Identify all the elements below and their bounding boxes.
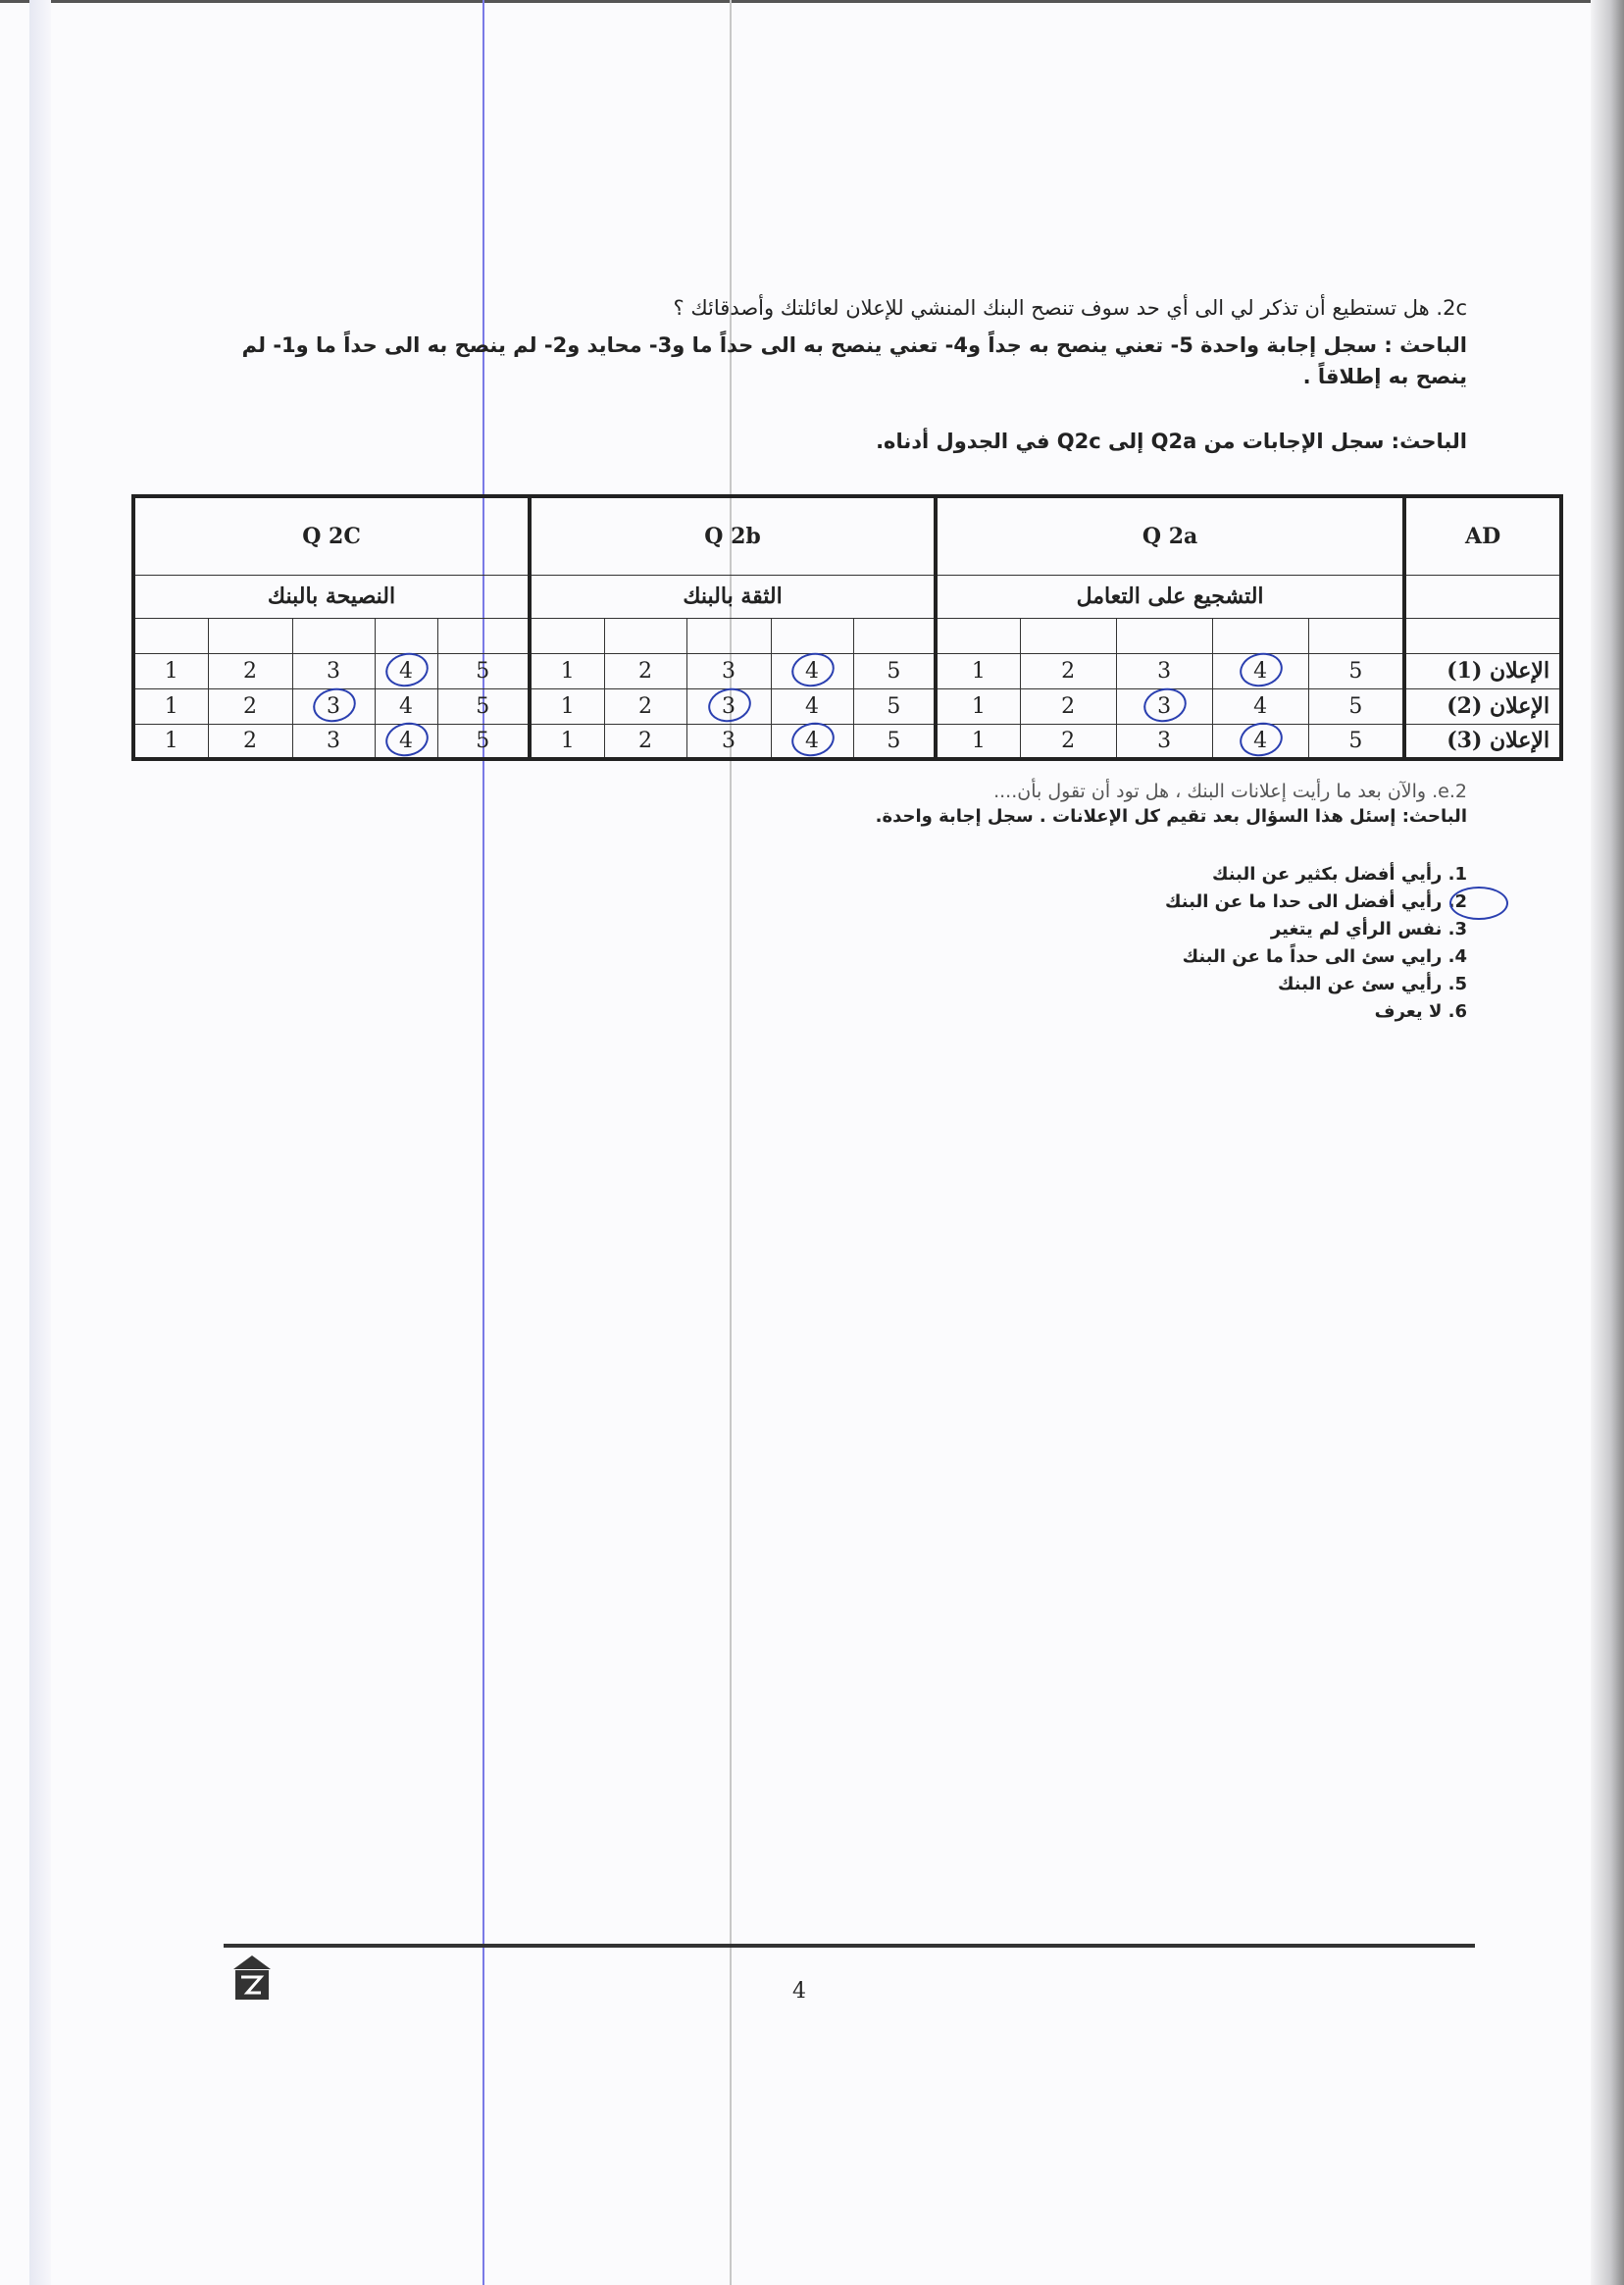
blank-cell: [1308, 618, 1404, 653]
group-label-q2c: النصيحة بالبنك: [133, 575, 530, 618]
group-label-q2b: الثقة بالبنك: [530, 575, 936, 618]
scale-cell[interactable]: 2: [208, 724, 292, 759]
pen-circle: 4: [399, 728, 413, 753]
ad-subheader-cell: [1404, 575, 1561, 618]
scale-cell-circled[interactable]: [771, 724, 853, 759]
response-table: [131, 494, 1563, 761]
question-2c-text: 2c. هل تستطيع أن تذكر لي الى أي حد سوف تنصح البنك المنشي للإعلان لعائلتك وأصدقائك ؟: [673, 296, 1467, 320]
answer-option[interactable]: 6. لا يعرف: [1374, 1001, 1467, 1022]
group-header-q2a: Q 2a: [936, 496, 1404, 575]
blank-cell: [1116, 618, 1212, 653]
scale-cell[interactable]: 4: [375, 688, 437, 724]
group-header-q2c: Q 2C: [133, 496, 530, 575]
answer-option[interactable]: 4. رايي سئ الى حداً ما عن البنك: [1182, 946, 1467, 967]
scale-cell[interactable]: 5: [853, 653, 936, 688]
scale-cell[interactable]: 3: [686, 653, 771, 688]
scale-cell[interactable]: 5: [437, 688, 530, 724]
table-instruction: الباحث: سجل الإجابات من Q2a إلى Q2c في الجدول أدناه.: [876, 430, 1467, 453]
scale-cell-circled[interactable]: [1212, 653, 1308, 688]
pen-circle: 3: [327, 693, 340, 719]
blank-cell: [604, 618, 686, 653]
answer-option[interactable]: 3. نفس الرأي لم يتغير: [1270, 919, 1467, 939]
scale-cell-circled[interactable]: [1116, 688, 1212, 724]
scale-cell[interactable]: 2: [1020, 724, 1116, 759]
scale-cell[interactable]: 1: [936, 724, 1020, 759]
pen-circle: 3: [722, 693, 736, 719]
ad-row-label: الإعلان (2): [1404, 688, 1561, 724]
blank-cell: [208, 618, 292, 653]
scale-cell[interactable]: 2: [604, 688, 686, 724]
scale-cell[interactable]: 5: [437, 724, 530, 759]
scale-cell[interactable]: 1: [936, 653, 1020, 688]
scale-cell[interactable]: 1: [133, 653, 208, 688]
scan-left-margin: [29, 0, 51, 2285]
ad-header: AD: [1404, 496, 1561, 575]
pen-circle-selected-option: [1449, 887, 1508, 920]
scale-cell[interactable]: 2: [208, 653, 292, 688]
scale-cell-circled[interactable]: [292, 688, 375, 724]
scale-cell[interactable]: 5: [853, 724, 936, 759]
scale-cell[interactable]: 1: [133, 688, 208, 724]
ad-row-label: الإعلان (3): [1404, 724, 1561, 759]
scale-cell[interactable]: 1: [936, 688, 1020, 724]
group-label-q2a: التشجيع على التعامل: [936, 575, 1404, 618]
ad-row-label: الإعلان (1): [1404, 653, 1561, 688]
scale-cell[interactable]: 1: [530, 688, 604, 724]
pen-circle: 4: [805, 658, 820, 684]
scale-cell-circled[interactable]: [771, 653, 853, 688]
pen-circle: 4: [1253, 658, 1268, 684]
blank-cell: [686, 618, 771, 653]
scale-cell[interactable]: 3: [686, 724, 771, 759]
scale-cell[interactable]: 5: [1308, 688, 1404, 724]
scale-cell[interactable]: 2: [1020, 688, 1116, 724]
answer-option-selected[interactable]: 2. رأيي أفضل الى حدا ما عن البنك: [1165, 891, 1467, 912]
scale-cell[interactable]: 5: [1308, 653, 1404, 688]
blank-cell: [530, 618, 604, 653]
page-number: 4: [792, 1979, 806, 2004]
scale-cell-circled[interactable]: [686, 688, 771, 724]
scale-cell[interactable]: 4: [771, 688, 853, 724]
question-2c-instruction: الباحث : سجل إجابة واحدة 5- تعني ينصح به جداً و4- تعني ينصح به الى حداً ما و3- محايد و2- لم ينصح به الى حداً ما و1- لم ينصح به إطلاقاً .: [241, 333, 1467, 388]
scale-cell-circled[interactable]: [375, 653, 437, 688]
page-top-edge: [0, 0, 1624, 3]
pen-circle: 3: [1157, 693, 1172, 719]
blank-cell: [292, 618, 375, 653]
pen-circle: 4: [1253, 728, 1268, 753]
blank-cell: [375, 618, 437, 653]
question-2e-text: 2.e. والآن بعد ما رأيت إعلانات البنك ، هل تود أن تقول بأن....: [993, 781, 1467, 802]
scale-cell[interactable]: 5: [1308, 724, 1404, 759]
answer-options: [879, 861, 1467, 1026]
blank-cell: [1212, 618, 1308, 653]
blank-cell: [133, 618, 208, 653]
scale-cell[interactable]: 1: [530, 653, 604, 688]
pen-circle: 4: [399, 658, 413, 684]
company-logo-icon: [231, 1954, 273, 2003]
footer-rule: [224, 1944, 1475, 1948]
answer-option[interactable]: 5. رأيي سئ عن البنك: [1277, 974, 1467, 994]
scale-cell[interactable]: 5: [853, 688, 936, 724]
scale-cell[interactable]: 2: [208, 688, 292, 724]
question-2e-instruction: الباحث: إسئل هذا السؤال بعد تقيم كل الإعلانات . سجل إجابة واحدة.: [875, 806, 1467, 827]
blank-cell: [853, 618, 936, 653]
blank-cell: [771, 618, 853, 653]
group-header-q2b: Q 2b: [530, 496, 936, 575]
scale-cell[interactable]: 3: [1116, 724, 1212, 759]
scale-cell[interactable]: 2: [604, 653, 686, 688]
scale-cell[interactable]: 4: [1212, 688, 1308, 724]
pen-circle: 4: [805, 728, 820, 753]
scale-cell[interactable]: 3: [1116, 653, 1212, 688]
answer-option[interactable]: 1. رأيي أفضل بكثير عن البنك: [1212, 864, 1467, 885]
scale-cell-circled[interactable]: [1212, 724, 1308, 759]
scale-cell[interactable]: 1: [133, 724, 208, 759]
blank-cell: [1404, 618, 1561, 653]
scale-cell[interactable]: 2: [1020, 653, 1116, 688]
scale-cell[interactable]: 3: [292, 724, 375, 759]
blank-cell: [1020, 618, 1116, 653]
blank-cell: [437, 618, 530, 653]
scale-cell-circled[interactable]: [375, 724, 437, 759]
scale-cell[interactable]: 3: [292, 653, 375, 688]
scale-cell[interactable]: 1: [530, 724, 604, 759]
scan-right-margin: [1591, 0, 1624, 2285]
scale-cell[interactable]: 2: [604, 724, 686, 759]
scale-cell[interactable]: 5: [437, 653, 530, 688]
blank-cell: [936, 618, 1020, 653]
